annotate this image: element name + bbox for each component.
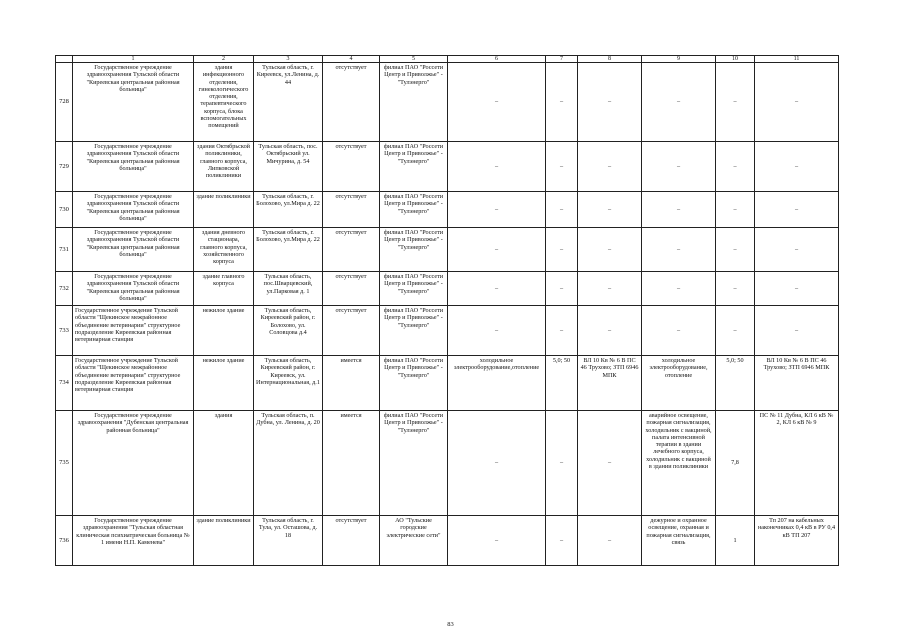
table-cell-c4: отсутствует bbox=[323, 192, 380, 228]
table-cell-c7: 5,0; 50 bbox=[546, 356, 578, 411]
table-cell-c2: здания Октябрьской поликлиники, главного корпуса, Липковской поликлиники bbox=[194, 142, 254, 192]
table-cell-c9: – bbox=[642, 142, 716, 192]
table-cell-c8: – bbox=[578, 63, 642, 142]
table-cell-c10: – bbox=[716, 192, 755, 228]
table-cell-c9: – bbox=[642, 272, 716, 306]
table-cell-c7: – bbox=[546, 228, 578, 272]
table-cell-c4: имеется bbox=[323, 411, 380, 516]
table-cell-c6: – bbox=[448, 192, 546, 228]
header-cell: 11 bbox=[755, 56, 839, 63]
header-cell: 7 bbox=[546, 56, 578, 63]
table-cell-c1: Государственное учреждение здравоохранения Тульской области "Киреевская центральная районная больница" bbox=[73, 142, 194, 192]
table-cell-c10: 7,8 bbox=[716, 411, 755, 516]
header-cell: 6 bbox=[448, 56, 546, 63]
header-cell: 3 bbox=[254, 56, 323, 63]
table-cell-c5: филиал ПАО "Россети Центр и Приволжье" - "Тулэнерго" bbox=[380, 356, 448, 411]
table-cell-c8: – bbox=[578, 228, 642, 272]
table-cell-c9: дежурное и охранное освещение, охранная и пожарная сигнализация, связь bbox=[642, 516, 716, 566]
table-cell-c7: – bbox=[546, 306, 578, 356]
table-row bbox=[56, 411, 839, 516]
table-cell-c8: – bbox=[578, 192, 642, 228]
table-row bbox=[56, 272, 839, 306]
table-cell-c11: – bbox=[755, 306, 839, 356]
row-number-cell: 736 bbox=[56, 516, 73, 566]
table-cell-c6: – bbox=[448, 142, 546, 192]
table-cell-c4: отсутствует bbox=[323, 516, 380, 566]
table-cell-c8: ВЛ 10 Кв № 6 В ПС 46 Трухово; ЗТП 6946 МПК bbox=[578, 356, 642, 411]
table-cell-c4: отсутствует bbox=[323, 306, 380, 356]
table-row bbox=[56, 192, 839, 228]
table-row bbox=[56, 356, 839, 411]
table-cell-c9: – bbox=[642, 63, 716, 142]
table-cell-c4: отсутствует bbox=[323, 228, 380, 272]
table-row bbox=[56, 306, 839, 356]
table-cell-c7: – bbox=[546, 411, 578, 516]
table-cell-c9: – bbox=[642, 306, 716, 356]
table-cell-c2: здания bbox=[194, 411, 254, 516]
table-cell-c2: здания инфекционного отделения, гинекологического отделения, терапевтического корпуса, блока вспомогательных помещений bbox=[194, 63, 254, 142]
table-cell-c4: отсутствует bbox=[323, 142, 380, 192]
row-number-cell: 733 bbox=[56, 306, 73, 356]
table-cell-c4: имеется bbox=[323, 356, 380, 411]
row-number-cell: 728 bbox=[56, 63, 73, 142]
header-cell: 9 bbox=[642, 56, 716, 63]
header-cell-empty bbox=[56, 56, 73, 63]
table-cell-c11: Тп 207 на кабельных наконечниках 0,4 кВ в РУ 0,4 кВ ТП 207 bbox=[755, 516, 839, 566]
table-cell-c1: Государственное учреждение здравоохранения "Тульская областная клиническая психиатрическая больница № 1 имени Н.П. Каменева" bbox=[73, 516, 194, 566]
table-cell-c1: Государственное учреждение Тульской области "Щекинское межрайонное объединение ветеринарии" структурное подразделение Киреевская районная ветеринарная станция bbox=[73, 306, 194, 356]
table-cell-c11: – bbox=[755, 142, 839, 192]
table-cell-c7: – bbox=[546, 516, 578, 566]
table-cell-c10: – bbox=[716, 272, 755, 306]
header-cell: 8 bbox=[578, 56, 642, 63]
table-cell-c2: здание главного корпуса bbox=[194, 272, 254, 306]
table-cell-c5: филиал ПАО "Россети Центр и Приволжье" - "Тулэнерго" bbox=[380, 63, 448, 142]
row-number-cell: 730 bbox=[56, 192, 73, 228]
register-table bbox=[55, 55, 839, 566]
row-number-cell: 735 bbox=[56, 411, 73, 516]
table-cell-c2: здание поликлиники bbox=[194, 516, 254, 566]
table-cell-c1: Государственное учреждение здравоохранения "Дубенская центральная районная больница" bbox=[73, 411, 194, 516]
table-cell-c7: – bbox=[546, 192, 578, 228]
table-cell-c9: холодильное электрооборудование, отопление bbox=[642, 356, 716, 411]
row-number-cell: 731 bbox=[56, 228, 73, 272]
table-cell-c7: – bbox=[546, 142, 578, 192]
table-cell-c10: – bbox=[716, 228, 755, 272]
row-number-cell: 729 bbox=[56, 142, 73, 192]
table-cell-c9: аварийное освещение, пожарная сигнализация, холодильник с вакциной, палата интенсивной терапии в здании лечебного корпуса, холодильник с вакциной в здании поликлиники bbox=[642, 411, 716, 516]
table-cell-c8: – bbox=[578, 142, 642, 192]
table-cell-c2: здания дневного стационара, главного корпуса, хозяйственного корпуса bbox=[194, 228, 254, 272]
table-row bbox=[56, 63, 839, 142]
table-cell-c11: ПС № 11 Дубна, КЛ 6 кВ № 2, КЛ 6 кВ № 9 bbox=[755, 411, 839, 516]
table-row bbox=[56, 142, 839, 192]
table-cell-c6: – bbox=[448, 516, 546, 566]
table-cell-c1: Государственное учреждение здравоохранения Тульской области "Киреевская центральная районная больница" bbox=[73, 272, 194, 306]
table-cell-c10: – bbox=[716, 306, 755, 356]
header-cell: 10 bbox=[716, 56, 755, 63]
table-cell-c10: 1 bbox=[716, 516, 755, 566]
table-cell-c3: Тульская область, г. Болохово, ул.Мира д. 22 bbox=[254, 228, 323, 272]
table-cell-c3: Тульская область, Киреевский район, г. Болохово, ул. Соловцова д.4 bbox=[254, 306, 323, 356]
table-cell-c9: – bbox=[642, 192, 716, 228]
table-cell-c6: – bbox=[448, 411, 546, 516]
header-cell: 2 bbox=[194, 56, 254, 63]
table-cell-c1: Государственное учреждение Тульской области "Щекинское межрайонное объединение ветеринарии" структурное подразделение Киреевская районная ветеринарная станция bbox=[73, 356, 194, 411]
table-cell-c11: – bbox=[755, 192, 839, 228]
table-cell-c3: Тульская область, г. Тула, ул. Осташова, д. 18 bbox=[254, 516, 323, 566]
table-cell-c11: – bbox=[755, 272, 839, 306]
table-cell-c10: 5,0; 50 bbox=[716, 356, 755, 411]
row-number-cell: 734 bbox=[56, 356, 73, 411]
header-cell: 4 bbox=[323, 56, 380, 63]
table-cell-c5: филиал ПАО "Россети Центр и Приволжье" - "Тулэнерго" bbox=[380, 411, 448, 516]
table-cell-c3: Тульская область, Киреевский район, г. Киреевск, ул. Интернациональная, д.1 bbox=[254, 356, 323, 411]
table-cell-c8: – bbox=[578, 306, 642, 356]
table-cell-c8: – bbox=[578, 516, 642, 566]
page-number: 83 bbox=[447, 621, 454, 628]
table-row bbox=[56, 516, 839, 566]
header-cell: 5 bbox=[380, 56, 448, 63]
table-cell-c5: филиал ПАО "Россети Центр и Приволжье" - "Тулэнерго" bbox=[380, 228, 448, 272]
table-cell-c3: Тульская область, пос. Октябрьский ул. Мичурина, д. 54 bbox=[254, 142, 323, 192]
table-cell-c6: – bbox=[448, 63, 546, 142]
table-cell-c5: филиал ПАО "Россети Центр и Приволжье" - "Тулэнерго" bbox=[380, 192, 448, 228]
table-cell-c11: – bbox=[755, 228, 839, 272]
table-cell-c5: филиал ПАО "Россети Центр и Приволжье" - "Тулэнерго" bbox=[380, 306, 448, 356]
table-cell-c10: – bbox=[716, 63, 755, 142]
table-cell-c11: ВЛ 10 Кв № 6 В ПС 46 Трухово; ЗТП 6946 МПК bbox=[755, 356, 839, 411]
table-cell-c2: здание поликлиники bbox=[194, 192, 254, 228]
table-cell-c6: – bbox=[448, 306, 546, 356]
table-row bbox=[56, 228, 839, 272]
table-cell-c8: – bbox=[578, 272, 642, 306]
table-cell-c2: нежилое здание bbox=[194, 356, 254, 411]
table-cell-c3: Тульская область, п. Дубна, ул. Ленина, д. 20 bbox=[254, 411, 323, 516]
table-cell-c5: АО "Тульские городские электрические сети" bbox=[380, 516, 448, 566]
table-cell-c6: – bbox=[448, 272, 546, 306]
table-cell-c7: – bbox=[546, 272, 578, 306]
table-cell-c3: Тульская область, г. Киреевск, ул.Ленина, д. 44 bbox=[254, 63, 323, 142]
table-cell-c4: отсутствует bbox=[323, 63, 380, 142]
row-number-cell: 732 bbox=[56, 272, 73, 306]
table-cell-c2: нежилое здание bbox=[194, 306, 254, 356]
table-cell-c6: – bbox=[448, 228, 546, 272]
table-cell-c4: отсутствует bbox=[323, 272, 380, 306]
table-cell-c1: Государственное учреждение здравоохранения Тульской области "Киреевская центральная районная больница" bbox=[73, 192, 194, 228]
table-cell-c11: – bbox=[755, 63, 839, 142]
column-number-row bbox=[56, 56, 839, 63]
table-cell-c3: Тульская область, г. Болохово, ул.Мира д. 22 bbox=[254, 192, 323, 228]
table-cell-c5: филиал ПАО "Россети Центр и Приволжье" - "Тулэнерго" bbox=[380, 142, 448, 192]
table-cell-c10: – bbox=[716, 142, 755, 192]
table-cell-c5: филиал ПАО "Россети Центр и Приволжье" - "Тулэнерго" bbox=[380, 272, 448, 306]
table-cell-c8: – bbox=[578, 411, 642, 516]
table-cell-c7: – bbox=[546, 63, 578, 142]
table-cell-c3: Тульская область, пос.Шварцевский, ул.Парковая д. 1 bbox=[254, 272, 323, 306]
table-cell-c9: – bbox=[642, 228, 716, 272]
table-cell-c6: холодильное электрооборудование,отопление bbox=[448, 356, 546, 411]
header-cell: 1 bbox=[73, 56, 194, 63]
table-cell-c1: Государственное учреждение здравоохранения Тульской области "Киреевская центральная районная больница" bbox=[73, 63, 194, 142]
table-body bbox=[56, 63, 839, 566]
table-cell-c1: Государственное учреждение здравоохранения Тульской области "Киреевская центральная районная больница" bbox=[73, 228, 194, 272]
